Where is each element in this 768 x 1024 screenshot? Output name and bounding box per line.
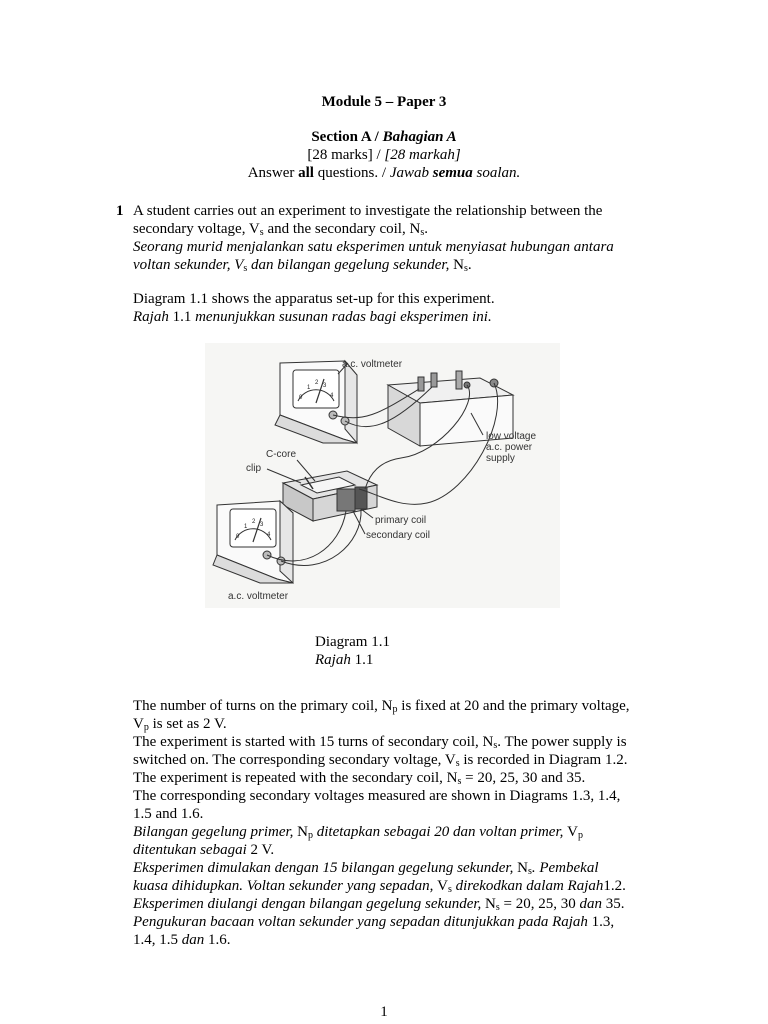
q1-l2-sub2: s — [420, 227, 425, 238]
bottom-dial-1: 1 — [244, 524, 248, 530]
m1d: V — [567, 824, 578, 840]
m5c: = 20, 25, 30 — [499, 896, 580, 912]
q1-l2-sub1: s — [259, 227, 264, 238]
bottom-dial-4: 4 — [267, 532, 271, 538]
top-dial-3: 3 — [323, 383, 327, 389]
apparatus-diagram — [205, 343, 560, 608]
m3c: . Pembekal — [531, 860, 599, 876]
body-line-5 — [133, 769, 585, 787]
b2a: V — [133, 716, 144, 732]
label-clip: clip — [246, 463, 262, 474]
m7c: 1.6. — [204, 932, 231, 948]
b2b: is set as 2 V. — [148, 716, 227, 732]
b3sub: s — [493, 740, 498, 751]
marks-sep: / — [372, 147, 385, 163]
label-c-core: C-core — [266, 449, 297, 460]
bottom-dial-0: 0 — [236, 534, 240, 540]
q1-p2-en: Diagram 1.1 shows the apparatus set-up for this experiment. — [133, 291, 495, 307]
body-line-4 — [133, 751, 627, 769]
instr-jawab: Jawab — [389, 165, 433, 181]
m1a: Bilangan gegelung primer, — [133, 824, 298, 840]
diagram-caption-en: Diagram 1.1 — [315, 634, 390, 650]
instr-2: questions. / — [313, 165, 390, 181]
m1b: N — [297, 824, 308, 840]
m7b: dan — [181, 932, 205, 948]
module-title: Module 5 – Paper 3 — [321, 94, 447, 110]
m6b: 1.3, — [587, 914, 615, 930]
m4b: V — [437, 878, 448, 894]
m5b: N — [485, 896, 496, 912]
q1-my-l2-sub1: s — [243, 263, 248, 274]
instruction-line — [0, 165, 768, 182]
bottom-dial-3: 3 — [260, 522, 264, 528]
b2sub: p — [143, 722, 149, 733]
body-my-line-3 — [133, 859, 599, 877]
m2b: 2 V. — [246, 842, 275, 858]
q1-line2 — [133, 220, 428, 238]
body-my-line-1 — [133, 823, 583, 841]
q1-l2b: and the secondary coil, N — [263, 221, 421, 237]
q1-l2c: . — [424, 221, 428, 237]
b4a: switched on. The corresponding secondary voltage, V — [133, 752, 456, 768]
b1b: is fixed at 20 and the primary voltage, — [397, 698, 630, 714]
top-dial-1: 1 — [307, 385, 311, 391]
q1-my-l2b: dan bilangan gegelung sekunder, — [247, 257, 454, 273]
top-dial-4: 4 — [330, 393, 334, 399]
bottom-dial-2: 2 — [252, 519, 256, 525]
marks-en: [28 marks] — [307, 147, 373, 163]
m2a: ditentukan sebagai — [133, 842, 247, 858]
page-number: 1 — [380, 1004, 388, 1020]
label-voltmeter-bottom: a.c. voltmeter — [228, 591, 289, 602]
m5a: Eksperimen diulangi dengan bilangan gegelung sekunder, — [133, 896, 486, 912]
b5sub: s — [457, 776, 462, 787]
diagram-caption-my — [315, 651, 373, 669]
body-my-line-4 — [133, 877, 626, 895]
section-slash: / — [370, 129, 383, 145]
body-line-2 — [133, 715, 227, 733]
power-knob-2 — [431, 373, 437, 387]
b3b: . The power supply is — [497, 734, 627, 750]
q1-my-l2d: . — [467, 257, 472, 273]
m5sub: s — [495, 902, 500, 913]
b1sub: p — [392, 704, 398, 715]
body-line-3 — [133, 733, 627, 751]
q1-my-line1: Seorang murid menjalankan satu eksperimen untuk menyiasat hubungan antara — [133, 239, 614, 255]
body-my-line-6 — [133, 913, 614, 931]
m1c: ditetapkan sebagai 20 dan voltan primer, — [313, 824, 568, 840]
label-power-2: a.c. power — [486, 442, 533, 453]
b1a: The number of turns on the primary coil, N — [133, 698, 393, 714]
b4sub: s — [455, 758, 460, 769]
label-power-3: supply — [486, 453, 515, 464]
b5b: = 20, 25, 30 and 35. — [461, 770, 586, 786]
q1-my-l2c: N — [453, 257, 464, 273]
instr-1: Answer — [247, 165, 299, 181]
m4sub: s — [447, 884, 452, 895]
top-dial-2: 2 — [315, 380, 319, 386]
label-secondary-coil: secondary coil — [366, 530, 430, 541]
marks-my: [28 markah] — [384, 147, 461, 163]
body-my-line-2 — [133, 841, 274, 859]
q1-my-l2a: voltan sekunder, V — [133, 257, 244, 273]
m3b: N — [517, 860, 528, 876]
q1-my-l2-sub2: s — [463, 263, 468, 274]
q1-p2-my — [133, 308, 492, 326]
m5e: 35. — [602, 896, 625, 912]
caption-my-word: Rajah — [315, 652, 351, 668]
m3sub: s — [527, 866, 532, 877]
body-my-line-7 — [133, 931, 231, 949]
body-line-7: 1.5 and 1.6. — [133, 806, 204, 822]
label-voltmeter-top: a.c. voltmeter — [342, 359, 403, 370]
section-my: Bahagian A — [382, 129, 457, 145]
m4c: direkodkan dalam Rajah — [451, 878, 604, 894]
power-switch — [456, 371, 462, 389]
caption-my-num: 1.1 — [350, 652, 374, 668]
m3a: Eksperimen dimulakan dengan 15 bilangan gegelung sekunder, — [133, 860, 518, 876]
b3a: The experiment is started with 15 turns of secondary coil, N — [133, 734, 494, 750]
body-line-6: The corresponding secondary voltages measured are shown in Diagrams 1.3, 1.4, — [133, 788, 621, 804]
body-my-line-5 — [133, 895, 625, 913]
m4d: 1.2. — [603, 878, 626, 894]
label-primary-coil: primary coil — [375, 515, 427, 526]
q1-my-line2 — [133, 256, 472, 274]
instr-all: all — [298, 165, 314, 181]
q1-p2-my-b: 1.1 — [168, 309, 196, 325]
m7a: 1.4, 1.5 — [133, 932, 182, 948]
m1sub2: p — [578, 830, 583, 841]
secondary-coil-block — [355, 487, 367, 509]
section-en: Section A — [311, 129, 371, 145]
m6a: Pengukuran bacaan voltan sekunder yang sepadan ditunjukkan pada Rajah — [133, 914, 588, 930]
q1-p2-my-c: menunjukkan susunan radas bagi eksperimen ini. — [195, 309, 492, 325]
section-heading — [0, 129, 768, 146]
primary-coil-block — [337, 489, 355, 511]
instr-semua: semua — [432, 165, 473, 181]
b5a: The experiment is repeated with the secondary coil, N — [133, 770, 458, 786]
m4a: kuasa dihidupkan. Voltan sekunder yang sepadan, — [133, 878, 438, 894]
q1-l2a: secondary voltage, V — [133, 221, 260, 237]
instr-soalan: soalan. — [472, 165, 521, 181]
m5d: dan — [579, 896, 602, 912]
b4b: is recorded in Diagram 1.2. — [459, 752, 628, 768]
top-dial-0: 0 — [299, 395, 303, 401]
question-number: 1 — [116, 203, 124, 219]
label-power-1: low voltage — [486, 431, 537, 442]
q1-line1: A student carries out an experiment to investigate the relationship between the — [133, 203, 603, 219]
marks-line — [0, 147, 768, 164]
m1sub: p — [308, 830, 313, 841]
body-line-1 — [133, 697, 630, 715]
q1-p2-my-a: Rajah — [133, 309, 169, 325]
